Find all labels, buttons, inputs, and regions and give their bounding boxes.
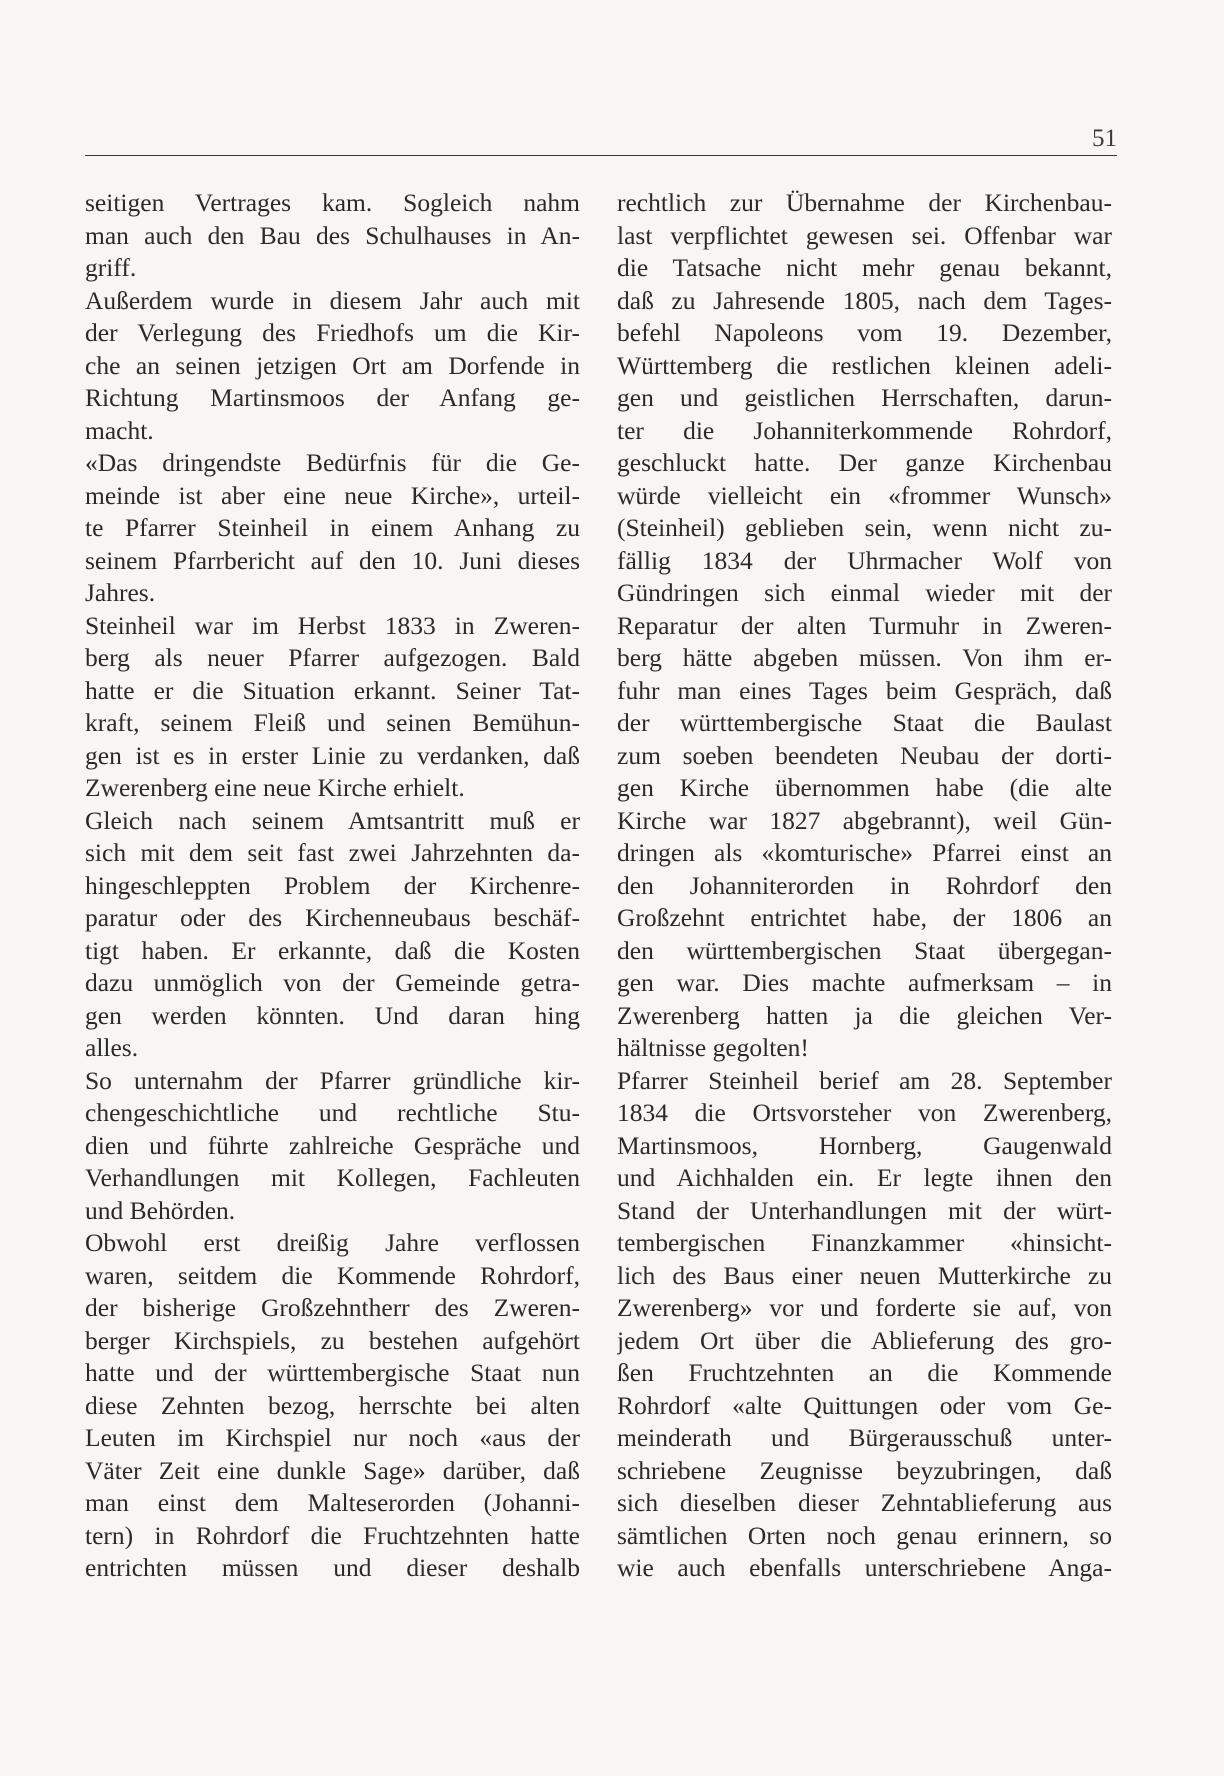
text-line: hatte und der württembergische Staat nun [85, 1358, 580, 1387]
page-number: 51 [1092, 125, 1117, 152]
text-line: zum soeben beendeten Neubau der dorti- [617, 740, 1112, 770]
text-line: würde vielleicht ein «frommer Wunsch» [617, 480, 1112, 510]
text-line: Gündringen sich einmal wieder mit der [617, 578, 1112, 607]
text-line: Obwohl erst dreißig Jahre verflossen [85, 1228, 580, 1257]
text-line: die Tatsache nicht mehr genau bekannt, [617, 253, 1112, 282]
text-line: lich des Baus einer neuen Mutterkirche zu [617, 1260, 1112, 1290]
text-line: sämtlichen Orten noch genau erinnern, so [617, 1520, 1112, 1550]
header-rule [85, 155, 1117, 156]
text-line: man einst dem Malteserorden (Johanni- [85, 1488, 580, 1517]
text-line: der württembergische Staat die Baulast [617, 708, 1112, 737]
text-line: Martinsmoos, Hornberg, Gaugenwald [617, 1130, 1112, 1160]
text-line: man auch den Bau des Schulhauses in An- [85, 220, 580, 250]
text-line: der Verlegung des Friedhofs um die Kir- [85, 318, 580, 347]
text-line: tigt haben. Er erkannte, daß die Kosten [85, 935, 580, 965]
text-line: che an seinen jetzigen Ort am Dorfende in [85, 350, 580, 380]
text-column-left [85, 187, 580, 1585]
text-line: gen Kirche übernommen habe (die alte [617, 773, 1112, 802]
text-column-right [617, 187, 1112, 1585]
text-line: hatte er die Situation erkannt. Seiner Tat- [85, 675, 580, 705]
text-line: den württembergischen Staat übergegan- [617, 935, 1112, 965]
text-line: seitigen Vertrages kam. Sogleich nahm [85, 188, 580, 217]
text-line: dringen als «komturische» Pfarrei einst an [617, 838, 1112, 867]
text-line: schriebene Zeugnisse beyzubringen, daß [617, 1455, 1112, 1485]
text-line: berger Kirchspiels, zu bestehen aufgehört [85, 1325, 580, 1355]
text-line: meinde ist aber eine neue Kirche», urteil- [85, 480, 580, 510]
text-line: Väter Zeit eine dunkle Sage» darüber, daß [85, 1455, 580, 1485]
text-line: und Aichhalden ein. Er legte ihnen den [617, 1163, 1112, 1192]
text-line: macht. [85, 415, 154, 445]
text-line: ßen Fruchtzehnten an die Kommende [617, 1358, 1112, 1387]
text-line: tembergischen Finanzkammer «hinsicht- [617, 1228, 1112, 1257]
text-line: dien und führte zahlreiche Gespräche und [85, 1130, 580, 1160]
text-line: jedem Ort über die Ablieferung des gro- [617, 1325, 1112, 1355]
text-line: gen werden könnten. Und daran hing [85, 1000, 580, 1030]
text-line: Pfarrer Steinheil berief am 28. September [617, 1065, 1112, 1095]
text-line: sich mit dem seit fast zwei Jahrzehnten da- [85, 838, 580, 867]
text-line: alles. [85, 1033, 139, 1062]
text-line: Württemberg die restlichen kleinen adeli- [617, 350, 1112, 380]
text-line: und Behörden. [85, 1195, 236, 1225]
text-line: dazu unmöglich von der Gemeinde getra- [85, 968, 580, 997]
text-line: diese Zehnten bezog, herrschte bei alten [85, 1390, 580, 1420]
text-line: seinem Pfarrbericht auf den 10. Juni dieses [85, 545, 580, 575]
text-line: entrichten müssen und dieser deshalb [85, 1553, 580, 1582]
text-line: Leuten im Kirchspiel nur noch «aus der [85, 1423, 580, 1452]
text-line: Zwerenberg eine neue Kirche erhielt. [85, 773, 465, 802]
text-line: tern) in Rohrdorf die Fruchtzehnten hatte [85, 1520, 580, 1550]
text-line: sich dieselben dieser Zehntablieferung aus [617, 1488, 1112, 1517]
text-line: Zwerenberg hatten ja die gleichen Ver- [617, 1000, 1112, 1030]
text-line: Jahres. [85, 578, 156, 607]
text-line: rechtlich zur Übernahme der Kirchenbau- [617, 188, 1112, 217]
text-line: gen und geistlichen Herrschaften, darun- [617, 383, 1112, 412]
text-line: chengeschichtliche und rechtliche Stu- [85, 1098, 580, 1127]
text-line: hingeschleppten Problem der Kirchenre- [85, 870, 580, 900]
text-line: (Steinheil) geblieben sein, wenn nicht zu- [617, 513, 1112, 542]
text-line: last verpflichtet gewesen sei. Offenbar war [617, 220, 1112, 250]
text-line: Kirche war 1827 abgebrannt), weil Gün- [617, 805, 1112, 835]
text-line: Zwerenberg» vor und forderte sie auf, von [617, 1293, 1112, 1322]
text-line: der bisherige Großzehntherr des Zweren- [85, 1293, 580, 1322]
text-line: Großzehnt entrichtet habe, der 1806 an [617, 903, 1112, 932]
text-line: daß zu Jahresende 1805, nach dem Tages- [617, 285, 1112, 315]
text-line: «Das dringendste Bedürfnis für die Ge- [85, 448, 580, 477]
text-line: hältnisse gegolten! [617, 1033, 809, 1062]
text-line: So unternahm der Pfarrer gründliche kir- [85, 1065, 580, 1095]
text-line: den Johanniterorden in Rohrdorf den [617, 870, 1112, 900]
text-line: gen war. Dies machte aufmerksam – in [617, 968, 1112, 997]
text-line: berg als neuer Pfarrer aufgezogen. Bald [85, 643, 580, 672]
text-line: Richtung Martinsmoos der Anfang ge- [85, 383, 580, 412]
text-line: wie auch ebenfalls unterschriebene Anga- [617, 1553, 1112, 1582]
text-line: Stand der Unterhandlungen mit der würt- [617, 1195, 1112, 1225]
text-line: Steinheil war im Herbst 1833 in Zweren- [85, 610, 580, 640]
text-line: Außerdem wurde in diesem Jahr auch mit [85, 285, 580, 315]
text-line: meinderath und Bürgerausschuß unter- [617, 1423, 1112, 1452]
text-line: kraft, seinem Fleiß und seinen Bemühun- [85, 708, 580, 737]
text-line: griff. [85, 253, 137, 282]
text-line: fällig 1834 der Uhrmacher Wolf von [617, 545, 1112, 575]
text-line: Rohrdorf «alte Quittungen oder vom Ge- [617, 1390, 1112, 1420]
text-line: 1834 die Ortsvorsteher von Zwerenberg, [617, 1098, 1112, 1127]
text-line: Reparatur der alten Turmuhr in Zweren- [617, 610, 1112, 640]
text-line: geschluckt hatte. Der ganze Kirchenbau [617, 448, 1112, 477]
text-line: gen ist es in erster Linie zu verdanken, daß [85, 740, 580, 770]
text-line: Verhandlungen mit Kollegen, Fachleuten [85, 1163, 580, 1192]
text-line: waren, seitdem die Kommende Rohrdorf, [85, 1260, 580, 1290]
text-line: Gleich nach seinem Amtsantritt muß er [85, 805, 580, 835]
text-line: berg hätte abgeben müssen. Von ihm er- [617, 643, 1112, 672]
text-line: paratur oder des Kirchenneubaus beschäf- [85, 903, 580, 932]
text-line: ter die Johanniterkommende Rohrdorf, [617, 415, 1112, 445]
text-line: befehl Napoleons vom 19. Dezember, [617, 318, 1112, 347]
text-line: te Pfarrer Steinheil in einem Anhang zu [85, 513, 580, 542]
text-line: fuhr man eines Tages beim Gespräch, daß [617, 675, 1112, 705]
